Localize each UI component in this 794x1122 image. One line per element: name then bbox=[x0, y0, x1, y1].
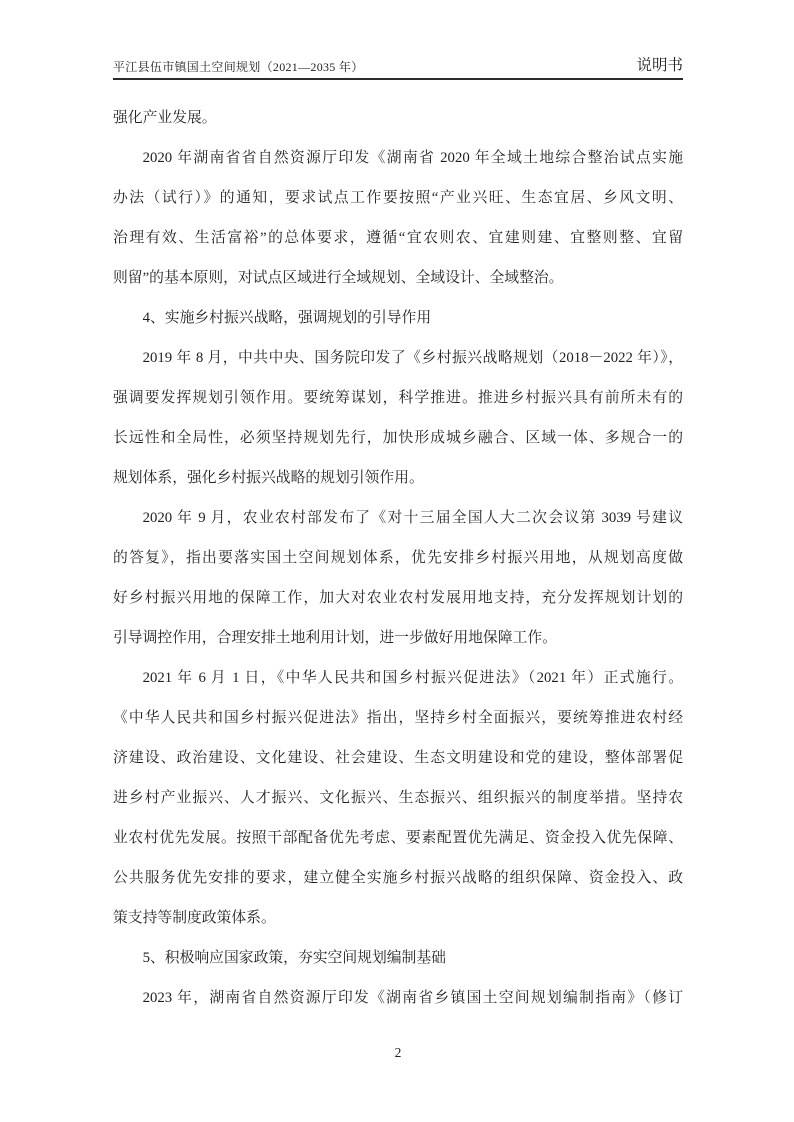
body-line: 2020 年湖南省省自然资源厅印发《湖南省 2020 年全域土地综合整治试点实施 bbox=[142, 150, 683, 166]
body-line: 2020 年 9 月，农业农村部发布了《对十三届全国人大二次会议第 3039 号建议 bbox=[142, 510, 683, 526]
body-line: 5、积极响应国家政策，夯实空间规划编制基础 bbox=[142, 950, 446, 966]
body-line: 引导调控作用，合理安排土地利用计划，进一步做好用地保障工作。 bbox=[113, 630, 557, 646]
body-line: 进乡村产业振兴、人才振兴、文化振兴、生态振兴、组织振兴的制度举措。坚持农 bbox=[113, 790, 683, 806]
page-number: 2 bbox=[394, 1045, 402, 1060]
body-line: 办法（试行）》的通知，要求试点工作要按照“产业兴旺、生态宜居、乡风文明、 bbox=[113, 190, 683, 206]
body-line: 业农村优先发展。按照干部配备优先考虑、要素配置优先满足、资金投入优先保障、 bbox=[113, 830, 683, 846]
body-line: 策支持等制度政策体系。 bbox=[113, 910, 276, 926]
body-line: 则留”的基本原则，对试点区域进行全域规划、全域设计、全域整治。 bbox=[113, 270, 564, 286]
body-line: 强调要发挥规划引领作用。要统筹谋划，科学推进。推进乡村振兴具有前所未有的 bbox=[113, 390, 683, 406]
page-footer bbox=[113, 1044, 683, 1062]
body-line: 好乡村振兴用地的保障工作，加大对农业农村发展用地支持，充分发挥规划计划的 bbox=[113, 590, 683, 606]
body-line: 2023 年，湖南省自然资源厅印发《湖南省乡镇国土空间规划编制指南》（修订 bbox=[142, 990, 683, 1006]
header-plan-title: 平江县伍市镇国土空间规划（2021—2035 年） bbox=[113, 60, 364, 74]
body-line: 济建设、政治建设、文化建设、社会建设、生态文明建设和党的建设，整体部署促 bbox=[113, 750, 683, 766]
header-doc-type: 说明书 bbox=[636, 57, 683, 74]
document-body bbox=[113, 98, 683, 1018]
body-line: 2021 年 6 月 1 日，《中华人民共和国乡村振兴促进法》（2021 年）正式施行。 bbox=[142, 670, 683, 686]
body-line: 《中华人民共和国乡村振兴促进法》指出，坚持乡村全面振兴，要统筹推进农村经 bbox=[113, 710, 683, 726]
body-line: 的答复》，指出要落实国土空间规划体系，优先安排乡村振兴用地，从规划高度做 bbox=[113, 550, 683, 566]
body-line: 规划体系，强化乡村振兴战略的规划引领作用。 bbox=[113, 470, 424, 486]
page-header bbox=[113, 0, 683, 80]
body-line: 长远性和全局性，必须坚持规划先行，加快形成城乡融合、区域一体、多规合一的 bbox=[113, 430, 683, 446]
body-line: 4、实施乡村振兴战略，强调规划的引导作用 bbox=[142, 310, 432, 326]
body-line: 强化产业发展。 bbox=[113, 110, 217, 126]
body-line: 治理有效、生活富裕”的总体要求，遵循“宜农则农、宜建则建、宜整则整、宜留 bbox=[113, 230, 683, 246]
body-line: 2019 年 8 月，中共中央、国务院印发了《乡村振兴战略规划（2018－2022 年）》， bbox=[142, 350, 683, 366]
body-line: 公共服务优先安排的要求，建立健全实施乡村振兴战略的组织保障、资金投入、政 bbox=[113, 870, 683, 886]
